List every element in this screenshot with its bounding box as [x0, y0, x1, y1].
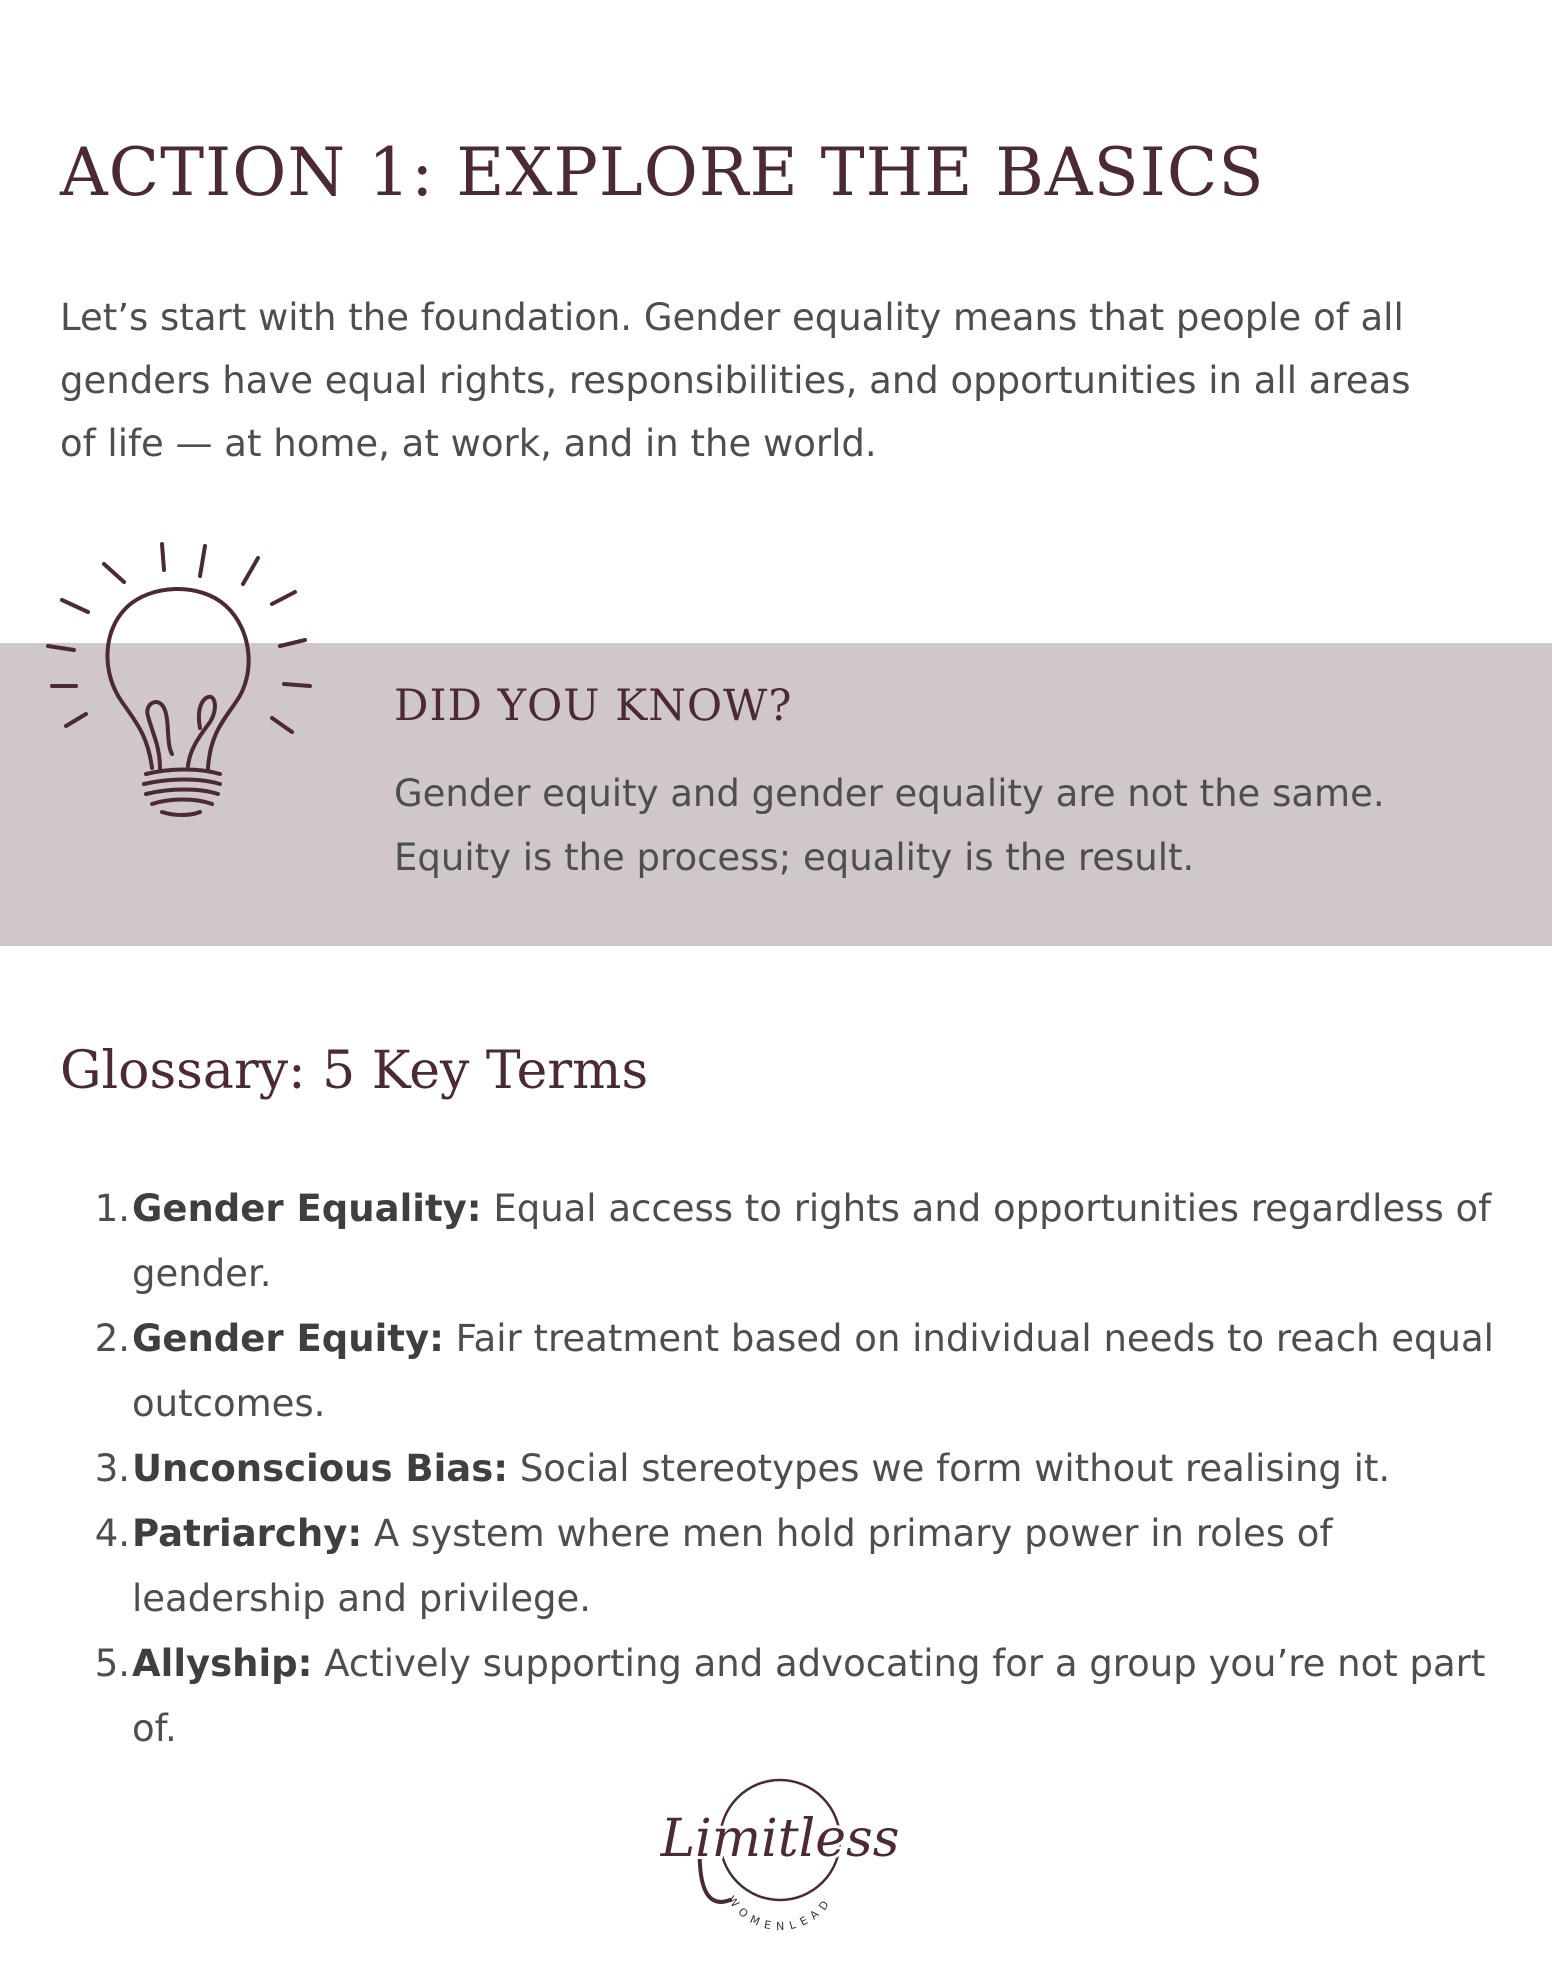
glossary-definition: Equal access to rights and opportunities regardless of gender.	[132, 1187, 1492, 1295]
lightbulb-icon	[40, 536, 322, 818]
glossary-item	[60, 1176, 1520, 1306]
intro-line: genders have equal rights, responsibilities, and opportunities in all areas	[60, 359, 1411, 402]
glossary-definition: Actively supporting and advocating for a group you’re not part of.	[132, 1642, 1486, 1750]
glossary-item	[60, 1501, 1520, 1631]
glossary-item	[60, 1306, 1520, 1436]
intro-line: Let’s start with the foundation. Gender equality means that people of all	[60, 296, 1404, 339]
glossary-definition: Social stereotypes we form without realising it.	[508, 1447, 1391, 1490]
item-number: 4.	[94, 1512, 130, 1555]
callout-line: Equity is the process; equality is the result.	[394, 836, 1195, 879]
intro-line: of life — at home, at work, and in the world.	[60, 422, 877, 465]
glossary-term: Unconscious Bias:	[132, 1447, 509, 1490]
page-title: ACTION 1: EXPLORE THE BASICS	[60, 134, 1265, 211]
item-number: 2.	[94, 1317, 130, 1360]
intro-paragraph	[60, 286, 1460, 475]
glossary-term: Gender Equality:	[132, 1187, 482, 1230]
callout-title: DID YOU KNOW?	[394, 681, 793, 731]
limitless-logo	[660, 1760, 900, 1960]
glossary-term: Allyship:	[132, 1642, 313, 1685]
glossary-definition: A system where men hold primary power in roles of leadership and privilege.	[132, 1512, 1333, 1620]
glossary-definition: Fair treatment based on individual needs to reach equal outcomes.	[132, 1317, 1494, 1425]
glossary-item	[60, 1436, 1520, 1501]
callout-line: Gender equity and gender equality are not the same.	[394, 772, 1385, 815]
item-number: 5.	[94, 1642, 130, 1685]
glossary-term: Gender Equity:	[132, 1317, 444, 1360]
callout-text	[394, 762, 1385, 890]
glossary-term: Patriarchy:	[132, 1512, 363, 1555]
glossary-list	[60, 1176, 1520, 1761]
item-number: 1.	[94, 1187, 130, 1230]
logo-wordmark: Limitless	[660, 1809, 900, 1869]
glossary-title: Glossary: 5 Key Terms	[60, 1041, 649, 1101]
logo-tagline: WOMENLEAD	[724, 1893, 836, 1934]
item-number: 3.	[94, 1447, 130, 1490]
glossary-item	[60, 1631, 1520, 1761]
